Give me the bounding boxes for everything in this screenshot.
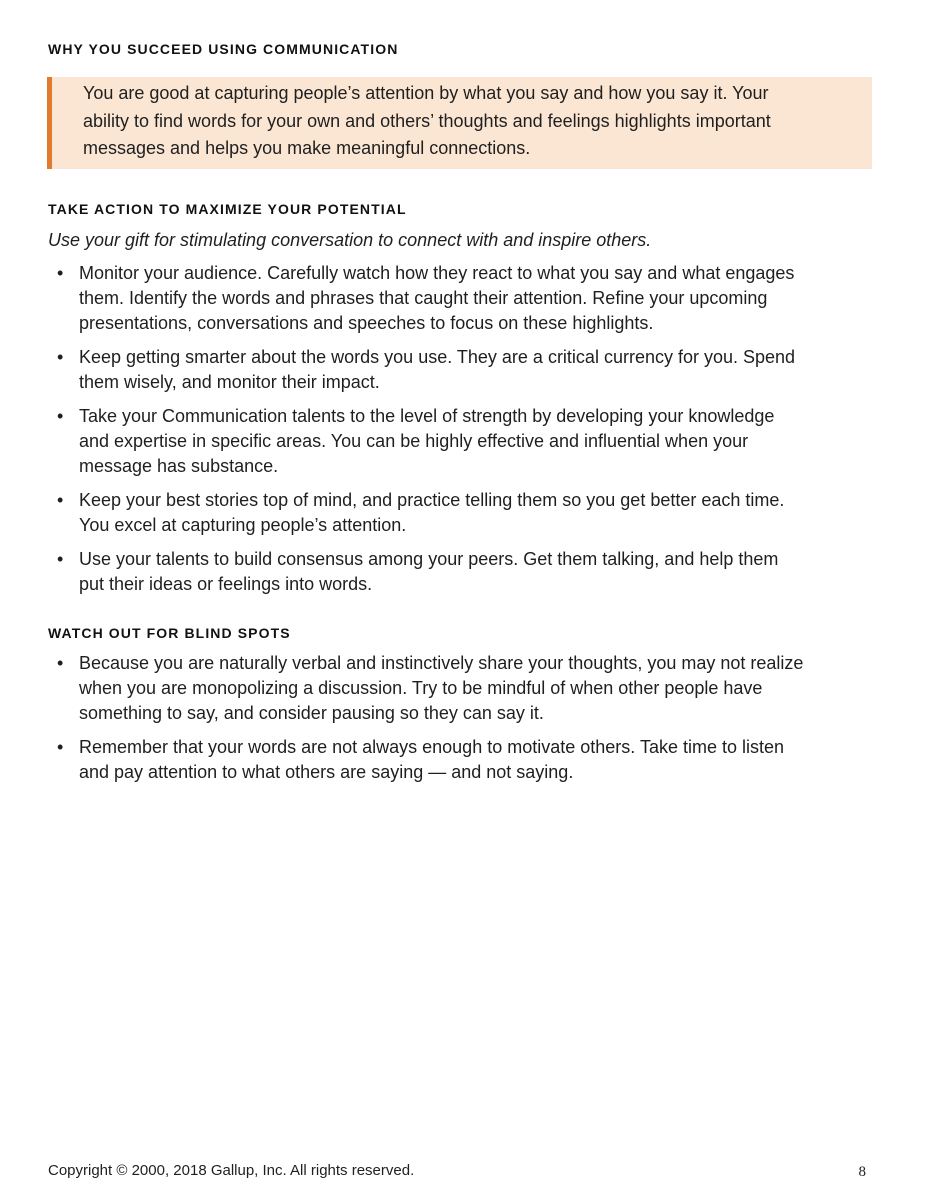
list-item — [48, 488, 808, 538]
bullet-icon: • — [57, 490, 64, 510]
list-item-text: Monitor your audience. Carefully watch how they react to what you say and what engages them. Identify the words and phrases that caught their attention. Refine your upcoming presentations, conversations and speeches to focus on these highlights. — [79, 263, 795, 333]
bullet-icon: • — [57, 737, 64, 757]
bullet-icon: • — [57, 263, 64, 283]
take-action-intro: Use your gift for stimulating conversation to connect with and inspire others. — [48, 230, 652, 250]
page-number: 8 — [858, 1164, 866, 1180]
footer-copyright: Copyright © 2000, 2018 Gallup, Inc. All rights reserved. — [48, 1162, 415, 1179]
bullet-icon: • — [57, 406, 64, 426]
list-item — [48, 651, 808, 726]
section-heading-why-you-succeed: WHY YOU SUCCEED USING COMMUNICATION — [48, 41, 399, 57]
list-item-text: Take your Communication talents to the level of strength by developing your knowledge and expertise in specific areas. You can be highly effective and influential when your message has substance. — [79, 406, 775, 476]
list-item-text: Because you are naturally verbal and instinctively share your thoughts, you may not realize when you are monopolizing a discussion. Try to be mindful of when other people have something to say, and consider pausing so they can say it. — [79, 653, 804, 723]
callout-box — [47, 77, 872, 169]
callout-text: You are good at capturing people’s attention by what you say and how you say it. Your ability to find words for your own and others’ thoughts and feelings highlights important messages and helps you make meaningful connections. — [83, 83, 771, 158]
list-item-text: Use your talents to build consensus among your peers. Get them talking, and help them put their ideas or feelings into words. — [79, 549, 779, 594]
list-item — [48, 404, 808, 479]
bullet-icon: • — [57, 549, 64, 569]
list-item — [48, 345, 808, 395]
list-item — [48, 735, 808, 785]
list-item — [48, 547, 808, 597]
blind-spots-list — [48, 651, 808, 794]
list-item-text: Keep getting smarter about the words you use. They are a critical currency for you. Spend them wisely, and monitor their impact. — [79, 347, 796, 392]
bullet-icon: • — [57, 347, 64, 367]
list-item-text: Keep your best stories top of mind, and practice telling them so you get better each time. You excel at capturing people’s attention. — [79, 490, 785, 535]
list-item-text: Remember that your words are not always enough to motivate others. Take time to listen and pay attention to what others are saying — and not saying. — [79, 737, 785, 782]
section-heading-take-action: TAKE ACTION TO MAXIMIZE YOUR POTENTIAL — [48, 201, 407, 217]
section-heading-blind-spots: WATCH OUT FOR BLIND SPOTS — [48, 625, 291, 641]
bullet-icon: • — [57, 653, 64, 673]
take-action-list — [48, 261, 808, 606]
list-item — [48, 261, 808, 336]
